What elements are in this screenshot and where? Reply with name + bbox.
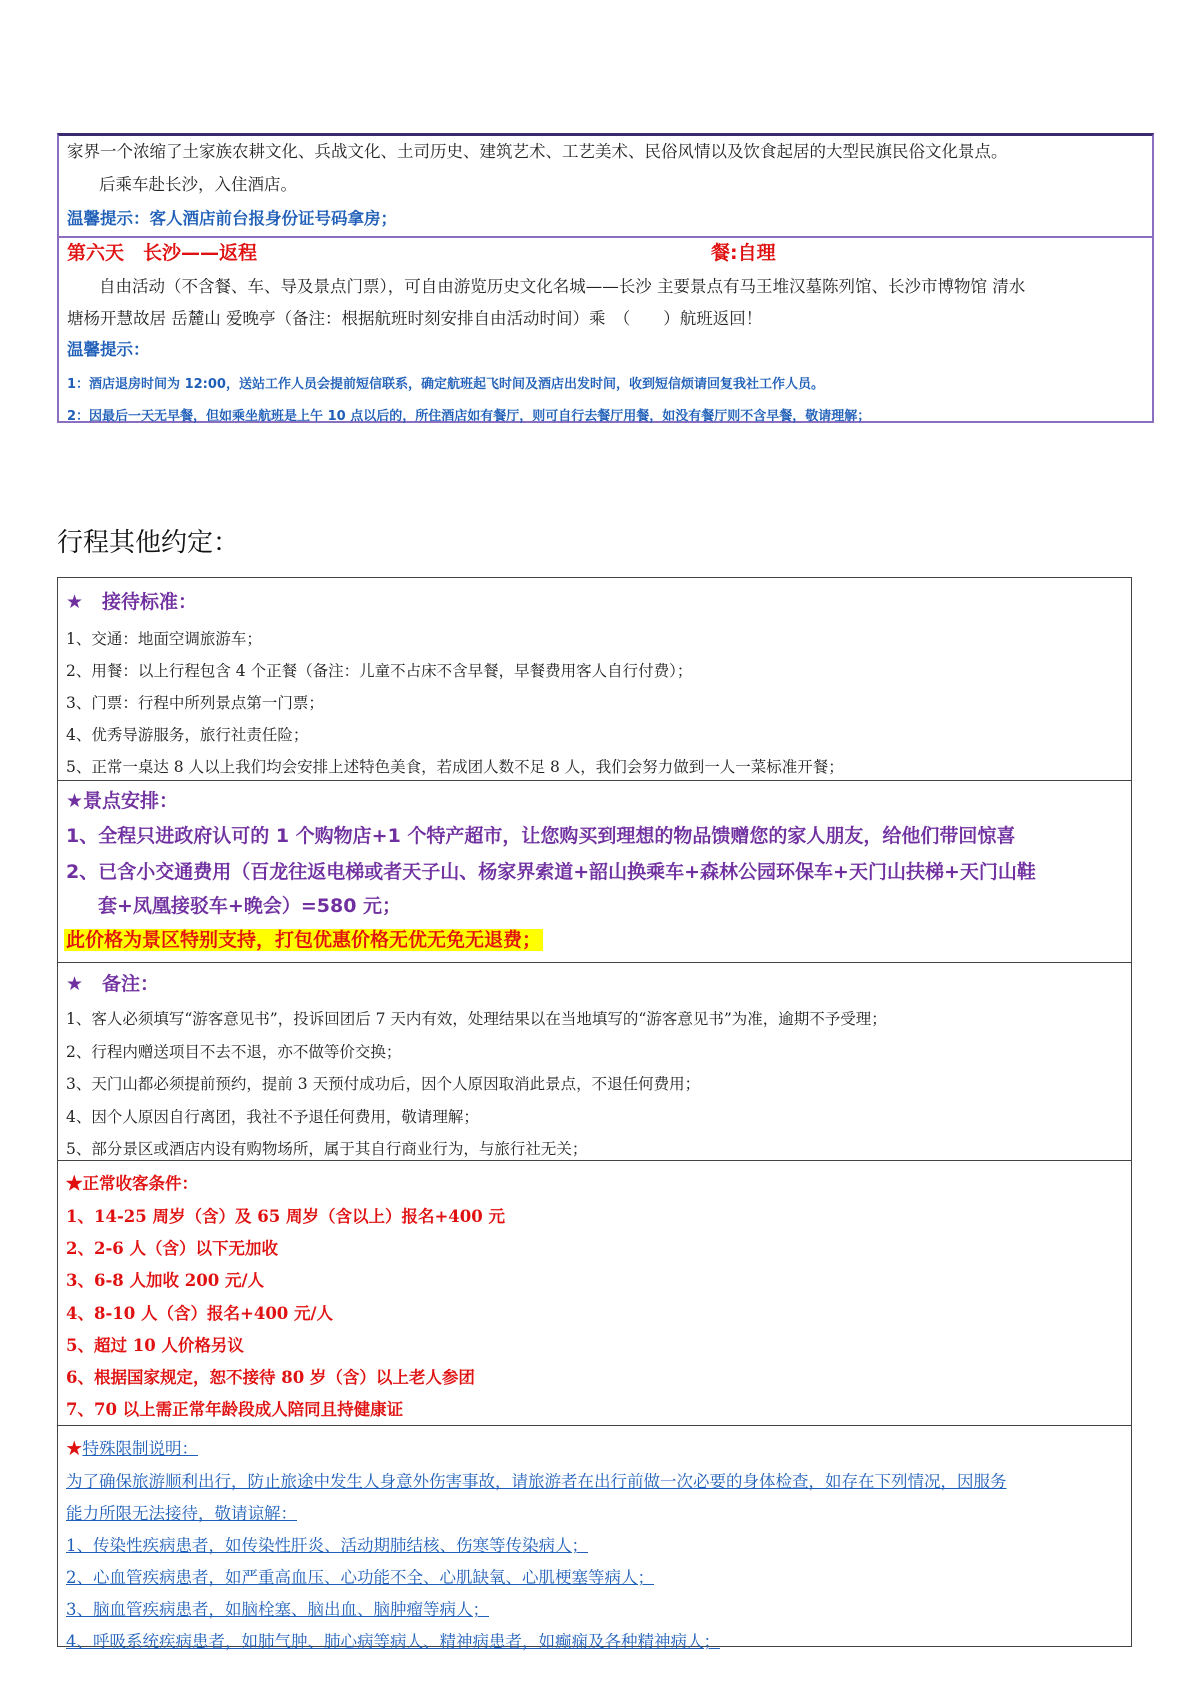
special-intro-1: 为了确保旅游顺利出行，防止旅途中发生人身意外伤害事故，请旅游者在出行前做一次必要的身体检查，如存在下列情况，因服务 (66, 1472, 1007, 1491)
list-item: 2、用餐：以上行程包含 4 个正餐（备注：儿童不占床不含早餐，早餐费用客人自行付费）； (66, 662, 693, 680)
list-item: 5、超过 10 人价格另议 (66, 1336, 244, 1355)
scenic-item-1: 1、全程只进政府认可的 1 个购物店+1 个特产超市，让您购买到理想的物品馈赠您的家人朋友，给他们带回惊喜 (66, 825, 1016, 847)
itinerary-table (57, 133, 1154, 423)
day6-tip-2: 2：因最后一天无早餐，但如乘坐航班是上午 10 点以后的，所住酒店如有餐厅，则可自行去餐厅用餐，如没有餐厅则不含早餐，敬请理解； (67, 409, 871, 424)
list-item: 5、部分景区或酒店内设有购物场所，属于其自行商业行为，与旅行社无关； (66, 1140, 588, 1158)
notes-title: ★ 备注： (66, 973, 160, 995)
day6-title: 第六天 长沙——返程 (67, 242, 258, 264)
day6-tip-title: 温馨提示： (67, 340, 150, 359)
notes-section (58, 962, 1131, 1161)
other-terms-heading: 行程其他约定： (57, 528, 240, 558)
list-item: 1、传染性疾病患者，如传染性肝炎、活动期肺结核、伤寒等传染病人； (66, 1536, 588, 1555)
list-item: 4、呼吸系统疾病患者，如肺气肿、肺心病等病人、精神病患者，如癫痫及各种精神病人； (66, 1632, 720, 1651)
list-item: 3、天门山都必须提前预约，提前 3 天预付成功后，因个人原因取消此景点，不退任何费用； (66, 1075, 701, 1093)
special-title-text: 特殊限制说明： (82, 1439, 198, 1458)
list-item: 3、门票：行程中所列景点第一门票； (66, 694, 324, 712)
day5-hotel-line: 后乘车赴长沙，入住酒店。 (99, 175, 297, 194)
day6-tip-1: 1：酒店退房时间为 12:00，送站工作人员会提前短信联系，确定航班起飞时间及酒店出发时间，收到短信烦请回复我社工作人员。 (67, 377, 824, 392)
list-item: 2、心血管疾病患者，如严重高血压、心功能不全、心肌缺氧、心肌梗塞等病人； (66, 1568, 654, 1587)
conditions-section (58, 1160, 1131, 1426)
scenic-title: ★景点安排： (66, 790, 179, 812)
day5-tail-row (59, 136, 1152, 238)
day5-desc-line: 家界一个浓缩了土家族农耕文化、兵战文化、土司历史、建筑艺术、工艺美术、民俗风情以及饮食起居的大型民旗民俗文化景点。 (67, 142, 1008, 161)
price-highlight-text: 此价格为景区特别支持，打包优惠价格无优无免无退费； (66, 929, 542, 951)
list-item: 5、正常一桌达 8 人以上我们均会安排上述特色美食，若成团人数不足 8 人，我们会努力做到一人一菜标准开餐； (66, 758, 844, 776)
list-item: 7、70 以上需正常年龄段成人陪同且持健康证 (66, 1400, 404, 1419)
list-item: 1、客人必须填写“游客意见书”，投诉回团后 7 天内有效，处理结果以在当地填写的“游客意见书”为准，逾期不予受理； (66, 1010, 887, 1028)
terms-table (57, 577, 1132, 1651)
list-item: 6、根据国家规定，恕不接待 80 岁（含）以上老人参团 (66, 1368, 475, 1387)
star-icon: ★ (66, 1439, 83, 1458)
star-icon: ★ (66, 1174, 83, 1193)
list-item: 1、交通：地面空调旅游车； (66, 630, 262, 648)
scenic-item-2b: 套+凤凰接驳车+晚会）=580 元； (98, 895, 402, 917)
day5-tip: 温馨提示：客人酒店前台报身份证号码拿房； (67, 209, 397, 228)
day6-desc-line-1: 自由活动（不含餐、车、导及景点门票），可自由游览历史文化名城——长沙 主要景点有马王堆汉墓陈列馆、长沙市博物馆 清水 (99, 277, 1026, 296)
day6-desc-line-2: 塘杨开慧故居 岳麓山 爱晚亭（备注：根据航班时刻安排自由活动时间）乘 （ ）航班返回！ (67, 309, 763, 328)
reception-title: ★ 接待标准： (66, 591, 198, 613)
list-item: 4、因个人原因自行离团，我社不予退任何费用，敬请理解； (66, 1108, 479, 1126)
scenic-section (58, 780, 1131, 963)
list-item: 1、14-25 周岁（含）及 65 周岁（含以上）报名+400 元 (66, 1207, 505, 1226)
reception-section (58, 578, 1131, 781)
list-item: 3、脑血管疾病患者，如脑栓塞、脑出血、脑肿瘤等病人； (66, 1600, 489, 1619)
list-item: 3、6-8 人加收 200 元/人 (66, 1271, 264, 1290)
special-title (66, 1439, 198, 1459)
special-intro-2: 能力所限无法接待，敬请谅解： (66, 1504, 297, 1523)
list-item: 2、行程内赠送项目不去不退，亦不做等价交换； (66, 1043, 402, 1061)
day6-meal: 餐:自理 (711, 242, 776, 264)
price-highlight (64, 930, 543, 951)
conditions-title-text: 正常收客条件： (82, 1174, 198, 1193)
list-item: 2、2-6 人（含）以下无加收 (66, 1239, 279, 1258)
list-item: 4、8-10 人（含）报名+400 元/人 (66, 1304, 334, 1323)
scenic-item-2a: 2、已含小交通费用（百龙往返电梯或者天子山、杨家界索道+韶山换乘车+森林公园环保车+天门山扶梯+天门山鞋 (66, 861, 1036, 883)
special-section (58, 1425, 1131, 1651)
conditions-title (66, 1174, 198, 1194)
list-item: 4、优秀导游服务，旅行社责任险； (66, 726, 309, 744)
